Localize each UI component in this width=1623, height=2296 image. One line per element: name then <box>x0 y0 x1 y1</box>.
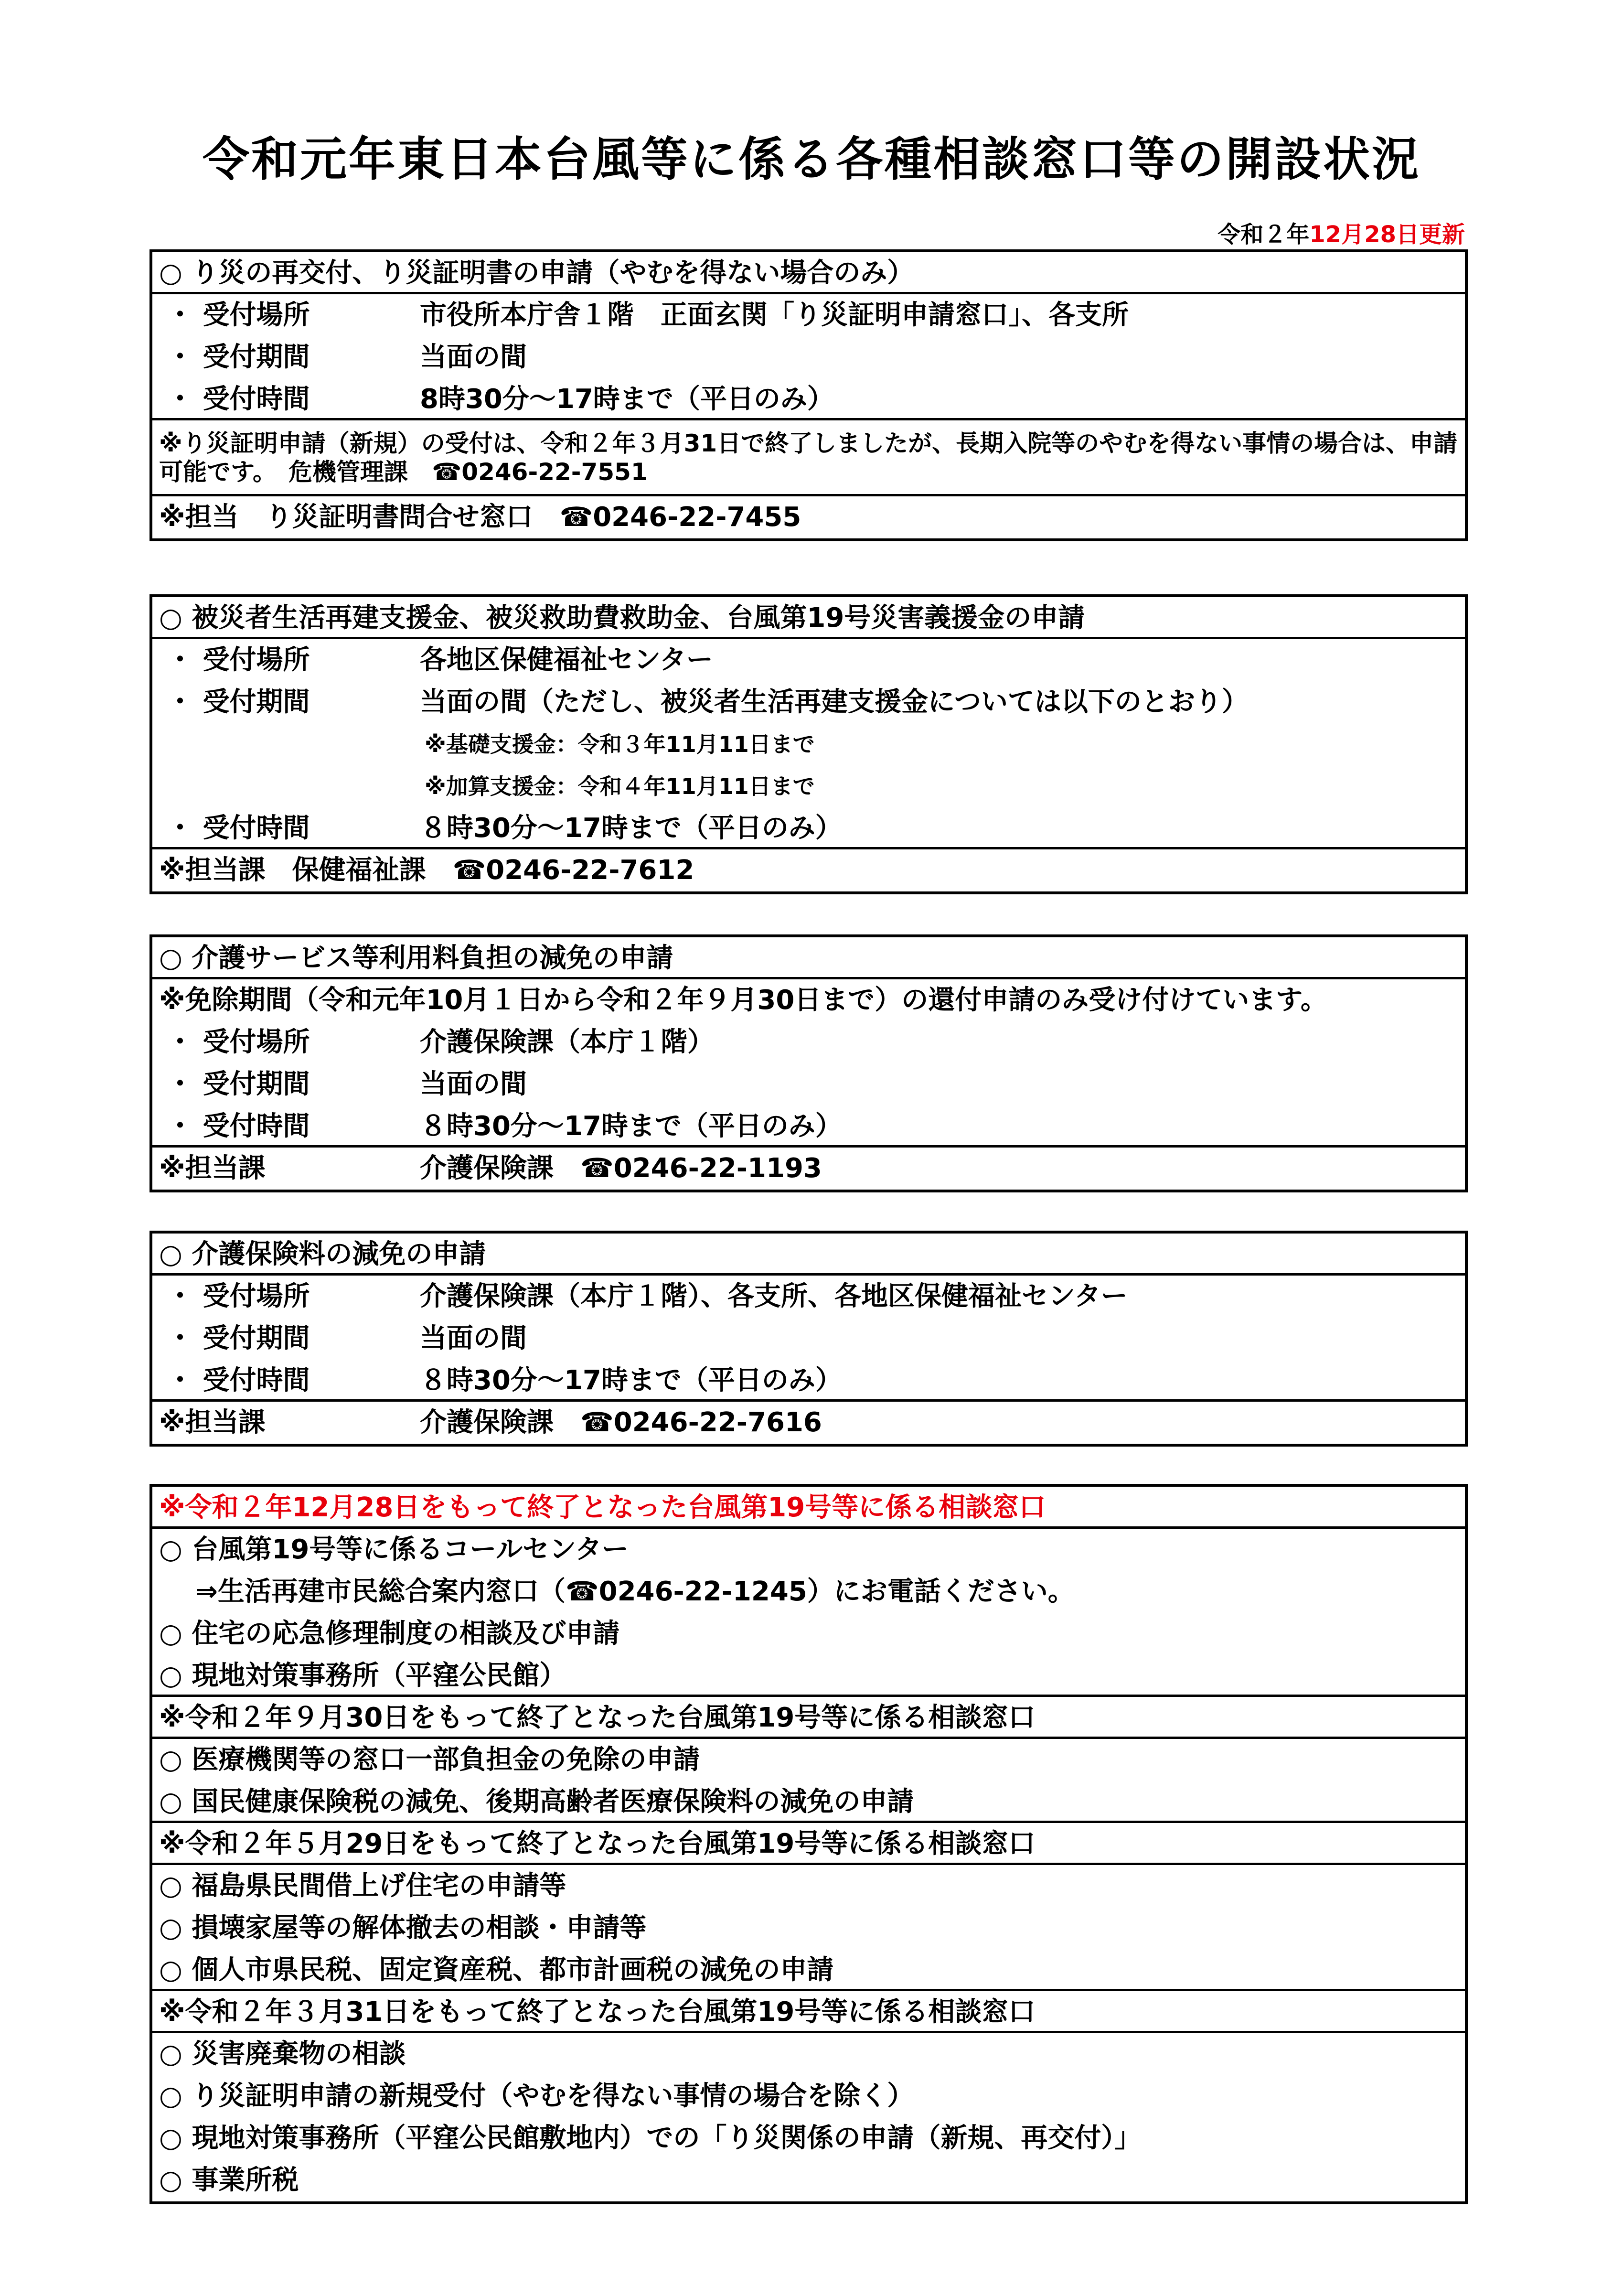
section-heading: ○ り災の再交付、り災証明書の申請（やむを得ない場合のみ） <box>152 252 1465 294</box>
section-closed-windows <box>149 1484 1468 2204</box>
section-note: ※免除期間（令和元年10月１日から令和２年９月30日まで）の還付申請のみ受け付けています。 <box>159 985 1327 1016</box>
section-care-service-fee <box>149 934 1468 1192</box>
closed-item: ○ 医療機関等の窓口一部負担金の免除の申請 <box>159 1744 700 1775</box>
closed-item: ○ 現地対策事務所（平窪公民館敷地内）での「り災関係の申請（新規、再交付）」 <box>159 2123 1142 2154</box>
info-row <box>152 1105 1465 1148</box>
row-value: 当面の間 <box>420 1323 527 1354</box>
row-value: 介護保険課（本庁１階）、各支所、各地区保健福祉センター <box>420 1281 1128 1312</box>
closed-item: ○ 国民健康保険税の減免、後期高齢者医療保険料の減免の申請 <box>152 1781 1465 1823</box>
update-date <box>1146 216 1465 249</box>
row-label: ・ 受付時間 <box>167 1365 310 1396</box>
info-row <box>152 1021 1465 1063</box>
closed-item: ○ 損壊家屋等の解体撤去の相談・申請等 <box>159 1912 647 1943</box>
info-row <box>152 1276 1465 1318</box>
closed-group-heading: ※令和２年５月29日をもって終了となった台風第19号等に係る相談窓口 <box>152 1823 1465 1865</box>
closed-item: ○ 災害廃棄物の相談 <box>159 2039 406 2070</box>
row-label: ・ 受付時間 <box>167 813 310 844</box>
section-contact: ※担当 り災証明書問合せ窓口 ☎0246-22-7455 <box>159 502 801 533</box>
closed-item: ○ 台風第19号等に係るコールセンター <box>159 1534 629 1565</box>
section-heading: ○ 介護サービス等利用料負担の減免の申請 <box>152 937 1465 979</box>
section-contact <box>152 1148 1465 1190</box>
row-value: ８時30分～17時まで（平日のみ） <box>420 1111 842 1142</box>
closed-item: ⇒生活再建市民総合案内窓口（☎0246-22-1245）にお電話ください。 <box>195 1576 1075 1607</box>
row-value: 当面の間 <box>420 342 527 373</box>
row-label: ・ 受付時間 <box>167 1111 310 1142</box>
section-heading: ○ 被災者生活再建支援金、被災救助費救助金、台風第19号災害義援金の申請 <box>152 597 1465 639</box>
info-row <box>152 681 1465 723</box>
row-label: ・ 受付場所 <box>167 300 310 331</box>
row-value: ８時30分～17時まで（平日のみ） <box>420 1365 842 1396</box>
update-date-prefix: 令和２年 <box>1217 221 1310 248</box>
info-row <box>152 807 1465 849</box>
section-support-funds <box>149 594 1468 894</box>
closed-item: ○ 住宅の応急修理制度の相談及び申請 <box>159 1618 620 1649</box>
section-contact: ※担当課 保健福祉課 ☎0246-22-7612 <box>159 855 694 886</box>
section-heading: ○ 介護保険料の減免の申請 <box>152 1234 1465 1276</box>
contact-label: ※担当課 <box>159 1153 266 1184</box>
row-label: ・ 受付場所 <box>167 1027 310 1058</box>
row-value: 当面の間 <box>420 1069 527 1100</box>
row-value: ８時30分～17時まで（平日のみ） <box>420 813 842 844</box>
section-risai-certificate <box>149 249 1468 541</box>
closed-item: ○ り災証明申請の新規受付（やむを得ない事情の場合を除く） <box>159 2081 914 2112</box>
info-row <box>152 1063 1465 1105</box>
update-date-value: 12月28日更新 <box>1309 221 1465 248</box>
section-contact <box>152 1402 1465 1444</box>
row-value: 市役所本庁舎１階 正面玄関「り災証明申請窓口」、各支所 <box>420 300 1129 331</box>
info-row <box>152 1360 1465 1402</box>
row-value: 8時30分～17時まで（平日のみ） <box>420 384 834 415</box>
row-value: 当面の間（ただし、被災者生活再建支援金については以下のとおり） <box>420 687 1249 718</box>
closed-item: ○ 個人市県民税、固定資産税、都市計画税の減免の申請 <box>152 1949 1465 1991</box>
section-care-insurance-premium <box>149 1231 1468 1447</box>
row-value: ※基礎支援金：令和３年11月11日まで <box>425 731 815 757</box>
page-title: 令和元年東日本台風等に係る各種相談窓口等の開設状況 <box>202 132 1420 187</box>
row-label: ・ 受付期間 <box>167 1323 310 1354</box>
contact-value: 介護保険課 ☎0246-22-1193 <box>420 1153 822 1184</box>
info-row <box>152 723 1465 765</box>
closed-item: ○ 現地対策事務所（平窪公民館） <box>152 1655 1465 1697</box>
info-row <box>152 765 1465 807</box>
row-value: 介護保険課（本庁１階） <box>420 1027 714 1058</box>
closed-group-heading: ※令和２年３月31日をもって終了となった台風第19号等に係る相談窓口 <box>152 1991 1465 2033</box>
info-row <box>152 639 1465 681</box>
row-value: 各地区保健福祉センター <box>420 644 713 676</box>
row-value: ※加算支援金：令和４年11月11日まで <box>425 773 815 799</box>
row-label: ・ 受付期間 <box>167 687 310 718</box>
contact-label: ※担当課 <box>159 1407 266 1438</box>
closed-group-heading: ※令和２年12月28日をもって終了となった台風第19号等に係る相談窓口 <box>152 1487 1465 1529</box>
info-row <box>152 336 1465 378</box>
closed-group-heading: ※令和２年９月30日をもって終了となった台風第19号等に係る相談窓口 <box>152 1697 1465 1739</box>
closed-item: ○ 福島県民間借上げ住宅の申請等 <box>159 1870 566 1901</box>
section-note: ※り災証明申請（新規）の受付は、令和２年３月31日で終了しましたが、長期入院等のやむを得ない事情の場合は、申請可能です。 危機管理課 ☎0246-22-7551 <box>152 420 1465 496</box>
row-label: ・ 受付期間 <box>167 1069 310 1100</box>
info-row <box>152 378 1465 420</box>
row-label: ・ 受付時間 <box>167 384 310 415</box>
row-label: ・ 受付場所 <box>167 644 310 676</box>
info-row <box>152 1318 1465 1360</box>
info-row <box>152 294 1465 336</box>
closed-item: ○ 事業所税 <box>159 2165 299 2196</box>
row-label: ・ 受付期間 <box>167 342 310 373</box>
contact-value: 介護保険課 ☎0246-22-7616 <box>420 1407 822 1438</box>
row-label: ・ 受付場所 <box>167 1281 310 1312</box>
